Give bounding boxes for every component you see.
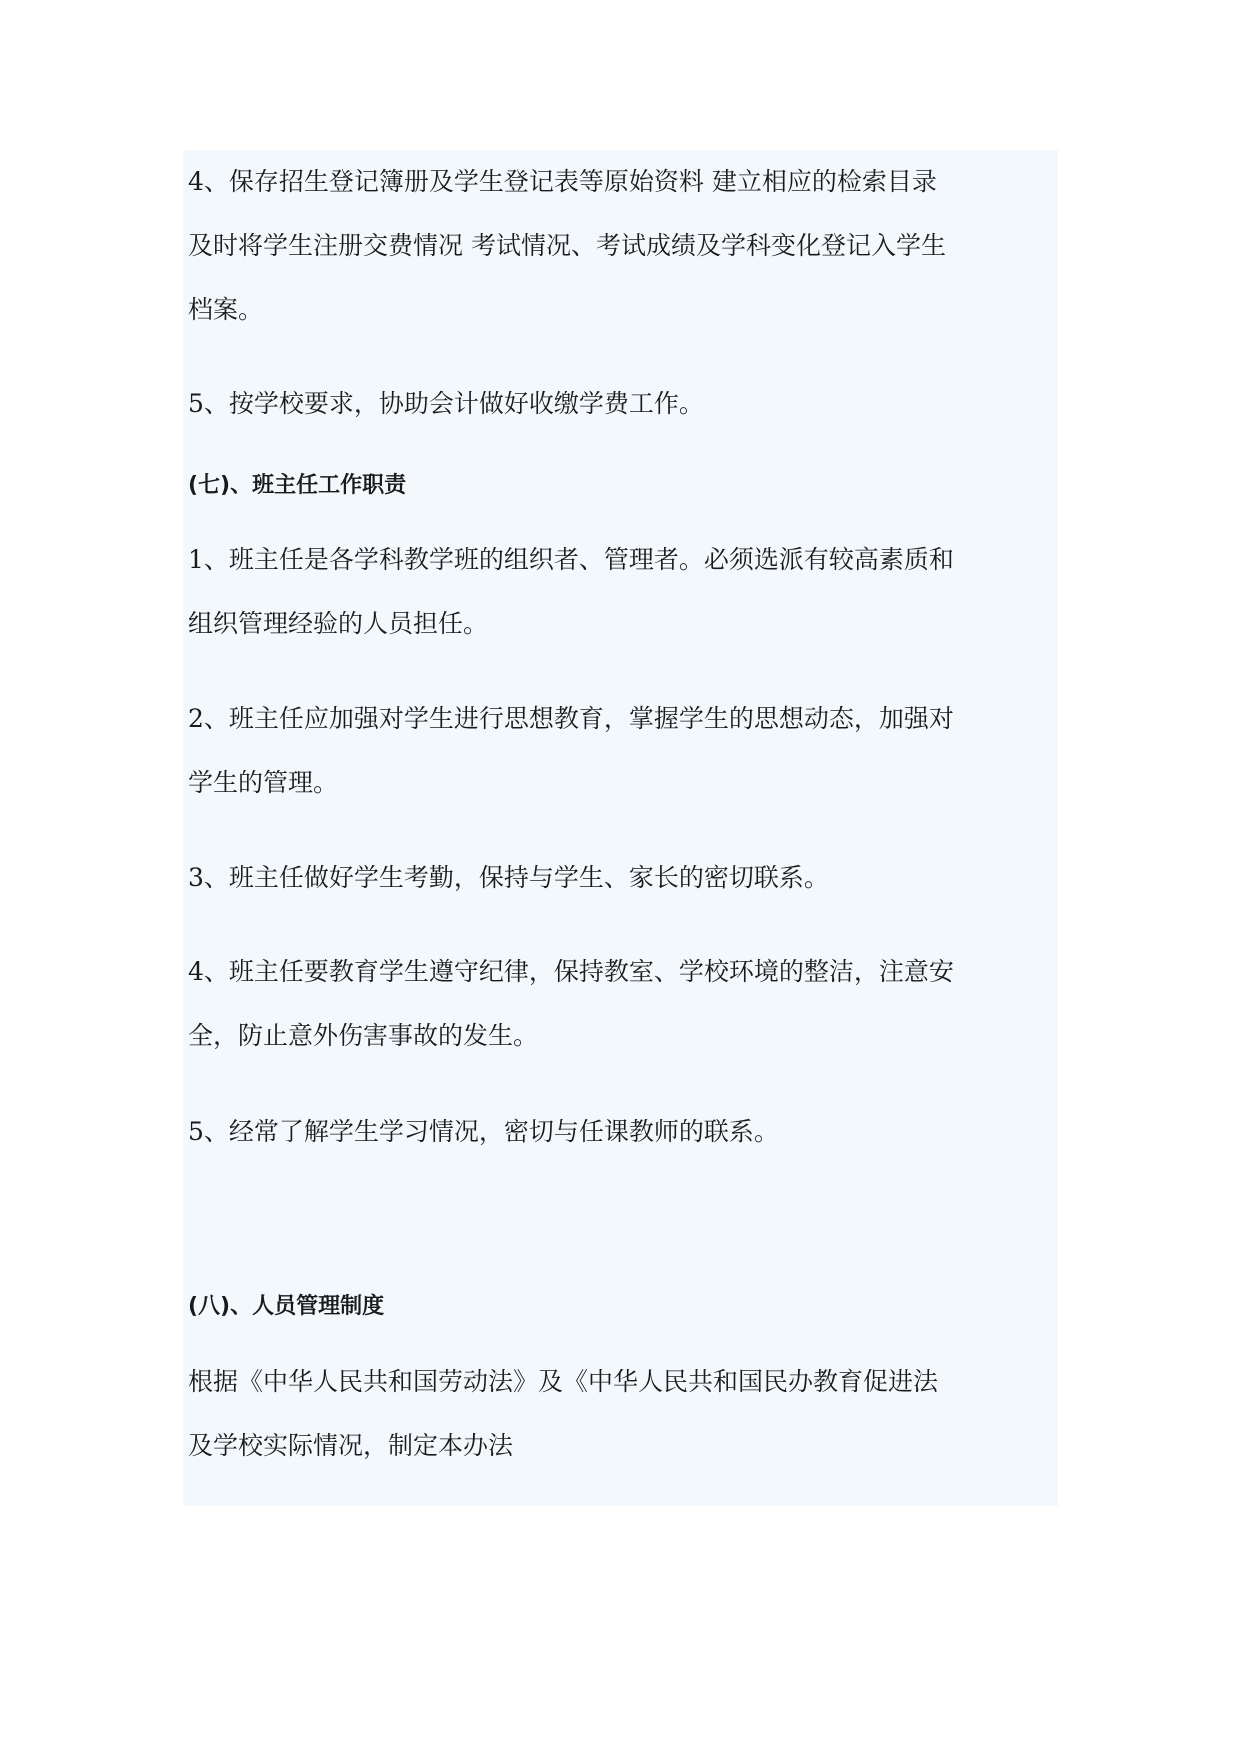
text-line: 根据《中华人民共和国劳动法》及《中华人民共和国民办教育促进法 bbox=[188, 1367, 939, 1396]
paragraph-archive-records bbox=[188, 150, 1073, 342]
text-line: 档案。 bbox=[188, 295, 264, 324]
section-heading-8: (八)、人员管理制度 bbox=[188, 1294, 385, 1319]
text-line: 5、经常了解学生学习情况，密切与任课教师的联系。 bbox=[188, 1117, 779, 1146]
paragraph-study-situation bbox=[188, 1100, 1073, 1164]
text-line: 全，防止意外伤害事故的发生。 bbox=[188, 1021, 539, 1050]
text-line: 及学校实际情况，制定本办法 bbox=[188, 1431, 514, 1460]
paragraph-attendance bbox=[188, 846, 1073, 910]
section-heading-7: (七)、班主任工作职责 bbox=[188, 473, 407, 498]
text-line: 组织管理经验的人员担任。 bbox=[188, 609, 489, 638]
text-line: 1、班主任是各学科教学班的组织者、管理者。必须选派有较高素质和 bbox=[188, 545, 954, 574]
text-line: 3、班主任做好学生考勤，保持与学生、家长的密切联系。 bbox=[188, 863, 829, 892]
text-line: 2、班主任应加强对学生进行思想教育，掌握学生的思想动态，加强对 bbox=[188, 704, 954, 733]
text-line: 及时将学生注册交费情况 考试情况、考试成绩及学科变化登记入学生 bbox=[188, 231, 946, 260]
text-line: 4、班主任要教育学生遵守纪律，保持教室、学校环境的整洁，注意安 bbox=[188, 957, 954, 986]
text-line: 4、保存招生登记簿册及学生登记表等原始资料 建立相应的检索目录 bbox=[188, 167, 937, 196]
paragraph-legal-basis bbox=[188, 1350, 1073, 1478]
text-line: 5、按学校要求，协助会计做好收缴学费工作。 bbox=[188, 389, 704, 418]
text-line: 学生的管理。 bbox=[188, 768, 339, 797]
paragraph-discipline-safety bbox=[188, 940, 1073, 1068]
paragraph-tuition-collection bbox=[188, 372, 1073, 436]
paragraph-ideological-education bbox=[188, 687, 1073, 815]
paragraph-head-teacher-role bbox=[188, 528, 1073, 656]
